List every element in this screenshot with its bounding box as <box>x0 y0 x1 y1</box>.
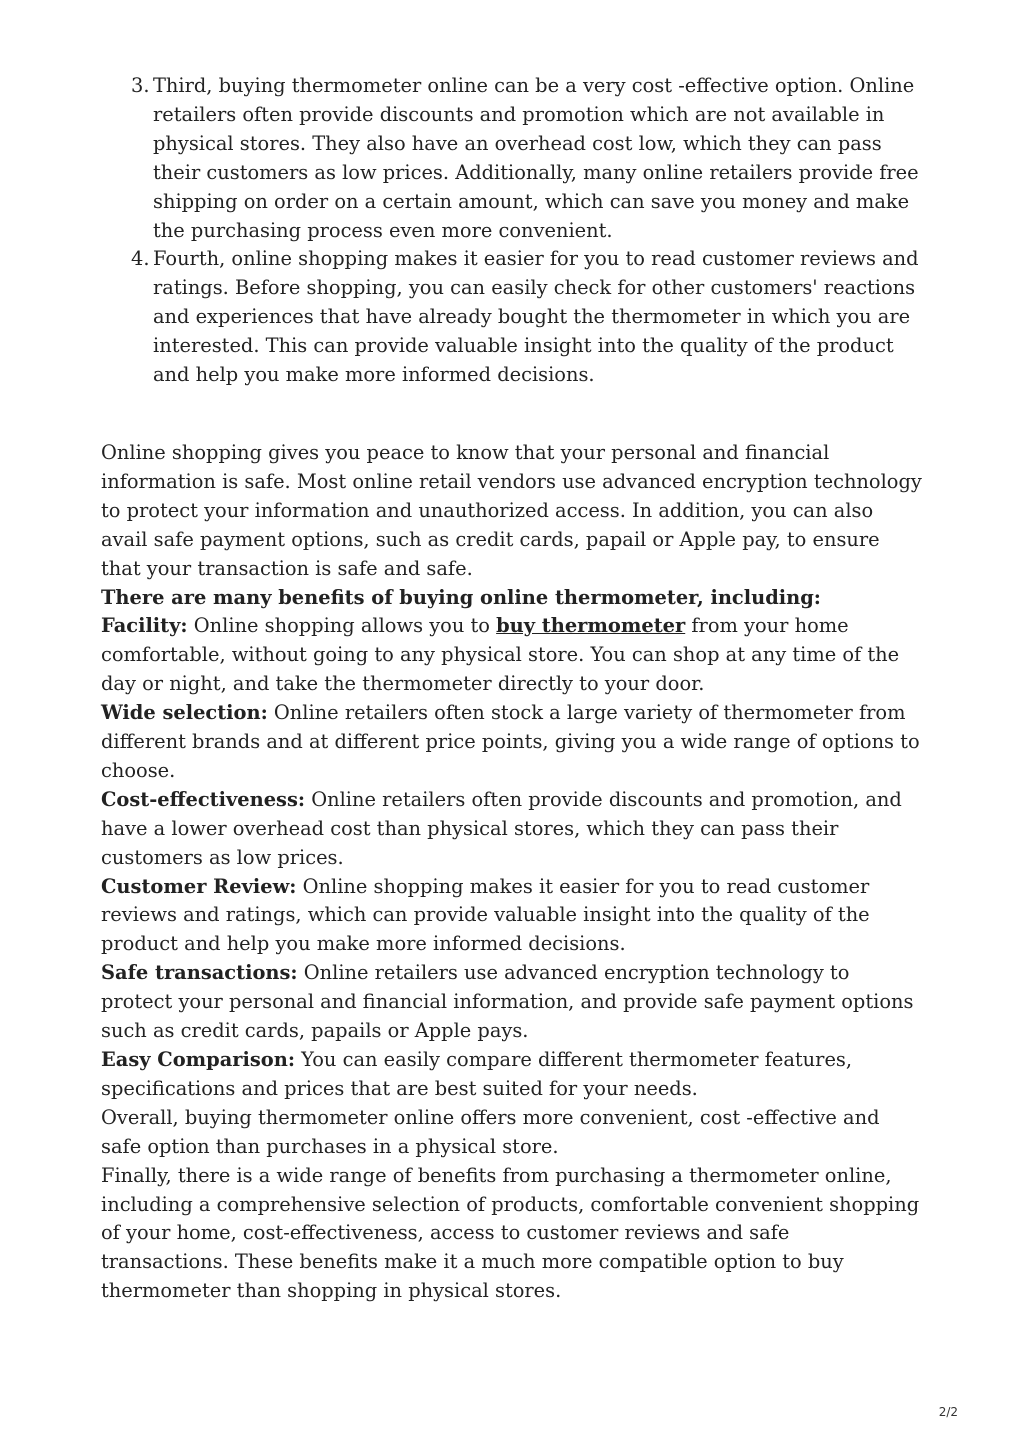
benefit-text: Online shopping makes it easier for you to read customer reviews and ratings, which can provide valuable insight into the quality of the product and help you make more informed decisions. <box>101 874 870 956</box>
list-number: 3. <box>131 74 150 97</box>
final-paragraph: Finally, there is a wide range of benefits from purchasing a thermometer online, including a comprehensive selection of products, comfortable convenient shopping of your home, cost-effectiveness, access to customer reviews and safe transactions. These benefits make it a much more compatible option to buy thermometer than shopping in physical stores. <box>101 1163 920 1303</box>
benefit-facility <box>101 612 923 699</box>
list-number: 4. <box>131 247 150 271</box>
benefit-label: Wide selection: <box>101 701 268 725</box>
benefit-text: Online retailers often provide discounts and promotion, and have a lower overhead cost than physical stores, which they can pass their customers as low prices. <box>101 787 902 869</box>
benefit-text: You can easily compare different thermometer features, specifications and prices that are best suited for your needs. <box>101 1048 853 1100</box>
benefit-text: from your home comfortable, without going to any physical store. You can shop at any time of the day or night, and take the thermometer directly to your door. <box>101 614 900 696</box>
benefit-easy-comparison <box>101 1046 923 1104</box>
numbered-list <box>101 72 923 390</box>
benefit-label: Customer Review: <box>101 874 297 898</box>
benefit-safe-transactions <box>101 959 923 1046</box>
benefit-customer-review <box>101 873 923 960</box>
document-page <box>101 72 923 1306</box>
benefit-label: Facility: <box>101 614 188 638</box>
overall-paragraph: Overall, buying thermometer online offers more convenient, cost -effective and safe option than purchases in a physical store. <box>101 1105 880 1158</box>
security-paragraph: Online shopping gives you peace to know that your personal and financial information is safe. Most online retail vendors use advanced encryption technology to protect your information and unauthorized access. In addition, you can also avail safe payment options, such as credit cards, papail or Apple pay, to ensure that your transaction is safe and safe. <box>101 440 922 580</box>
benefit-wide-selection <box>101 699 923 786</box>
benefit-label: Easy Comparison: <box>101 1048 295 1071</box>
list-item <box>101 245 923 390</box>
benefit-text: Online retailers often stock a large variety of thermometer from different brands and at different price points, giving you a wide range of options to choose. <box>101 701 920 782</box>
list-item <box>101 72 923 245</box>
benefit-text: Online retailers use advanced encryption technology to protect your personal and financial information, and provide safe payment options such as credit cards, papails or Apple pays. <box>101 961 914 1043</box>
page-number: 2/2 <box>938 1405 958 1419</box>
buy-thermometer-link[interactable]: buy thermometer <box>496 614 686 638</box>
benefit-cost-effectiveness <box>101 786 923 873</box>
benefit-label: Safe transactions: <box>101 961 298 985</box>
benefits-heading: There are many benefits of buying online thermometer, including: <box>101 585 821 609</box>
benefit-text: Online shopping allows you to <box>187 614 497 638</box>
list-item-text: Third, buying thermometer online can be a very cost -effective option. Online retailers often provide discounts and promotion which are not available in physical stores. They also have an overhead cost low, which they can pass their customers as low prices. Additionally, many online retailers provide free shipping on order on a certain amount, which can save you money and make the purchasing process even more convenient. <box>153 74 919 242</box>
list-item-text: Fourth, online shopping makes it easier for you to read customer reviews and ratings. Before shopping, you can easily check for other customers' reactions and experiences that have already bought the thermometer in which you are interested. This can provide valuable insight into the quality of the product and help you make more informed decisions. <box>153 247 919 387</box>
benefit-label: Cost-effectiveness: <box>101 787 306 811</box>
section-gap <box>101 390 923 439</box>
